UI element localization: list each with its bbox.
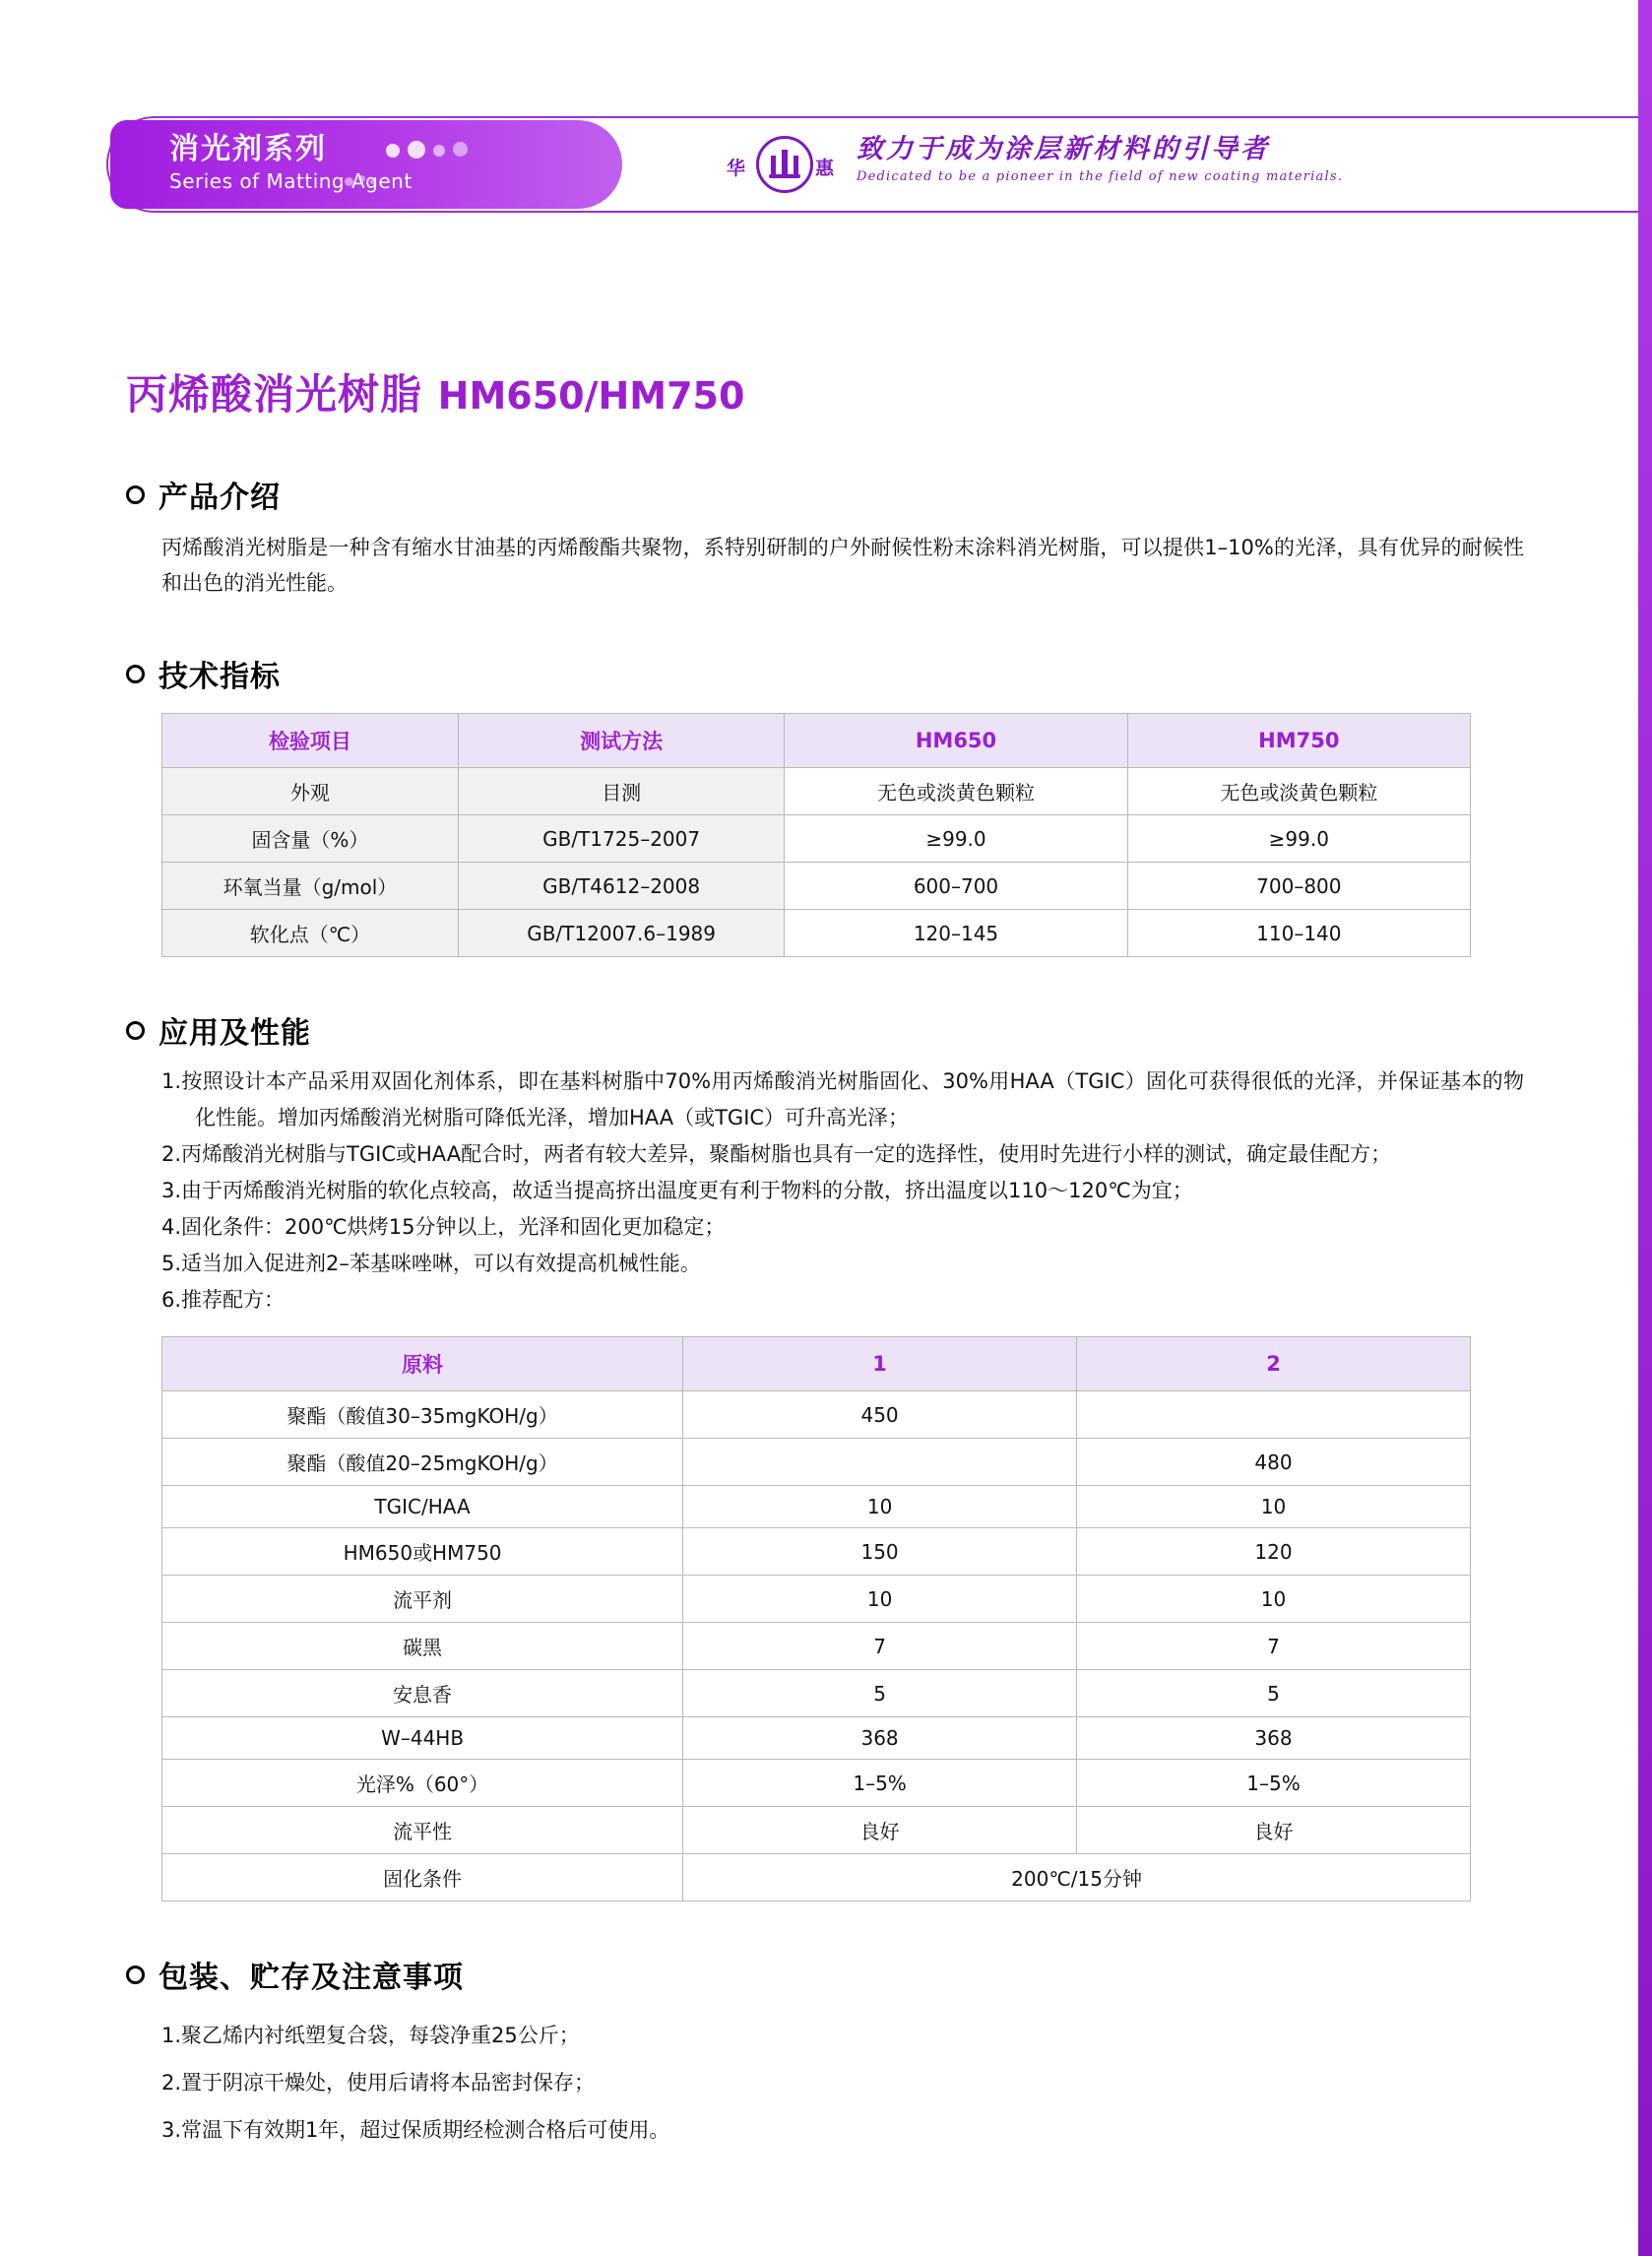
cell: 10: [683, 1576, 1077, 1623]
table-row: [162, 815, 1471, 863]
ring-bullet-icon: [126, 485, 145, 504]
cell: 10: [1077, 1486, 1471, 1528]
product-model: HM650/HM750: [437, 374, 745, 418]
cell: 600–700: [785, 863, 1127, 910]
cell: 良好: [683, 1807, 1077, 1854]
cell: 450: [683, 1391, 1077, 1439]
section-intro: [126, 473, 1524, 601]
cell: [1077, 1391, 1471, 1439]
section-application-heading: [126, 1008, 1524, 1052]
cell: 环氧当量（g/mol）: [162, 863, 459, 910]
cell: 10: [1077, 1576, 1471, 1623]
cell: ≥99.0: [785, 815, 1127, 863]
list-item: 4.固化条件：200℃烘烤15分钟以上，光泽和固化更加稳定；: [161, 1215, 726, 1239]
section-spec: [126, 652, 1524, 957]
section-packaging: [126, 1953, 1524, 2154]
table-row: [162, 1576, 1471, 1623]
product-name: 丙烯酸消光树脂: [126, 370, 423, 419]
cell-merged: 200℃/15分钟: [683, 1854, 1471, 1901]
cell: 480: [1077, 1439, 1471, 1486]
application-list: [161, 1064, 1524, 1319]
table-row: [162, 910, 1471, 957]
table-row: [162, 863, 1471, 910]
cell: HM650或HM750: [162, 1528, 683, 1576]
spec-table: [161, 713, 1471, 957]
company-logo: [719, 132, 837, 197]
table-row: [162, 1623, 1471, 1670]
cell: 聚酯（酸值30–35mgKOH/g）: [162, 1391, 683, 1439]
table-row: [162, 1439, 1471, 1486]
cell: 目测: [458, 768, 784, 815]
cell: 安息香: [162, 1670, 683, 1717]
list-item: 1.聚乙烯内衬纸塑复合袋，每袋净重25公斤；: [161, 2024, 580, 2047]
spec-col-hm750: HM750: [1127, 714, 1470, 768]
table-header-row: [162, 714, 1471, 768]
cell: 流平剂: [162, 1576, 683, 1623]
list-item: 2.置于阴凉干燥处，使用后请将本品密封保存；: [161, 2071, 596, 2095]
table-row: [162, 1391, 1471, 1439]
logo-mountain-icon: [768, 148, 801, 181]
cell: 1–5%: [1077, 1760, 1471, 1807]
section-packaging-heading: [126, 1953, 1524, 1996]
cell: 良好: [1077, 1807, 1471, 1854]
section-spec-heading-text: 技术指标: [159, 660, 281, 694]
table-row: [162, 1670, 1471, 1717]
cell: 光泽%（60°）: [162, 1760, 683, 1807]
cell: 368: [683, 1717, 1077, 1760]
cell: 110–140: [1127, 910, 1470, 957]
cell: 流平性: [162, 1807, 683, 1854]
table-row: [162, 1717, 1471, 1760]
cell: 368: [1077, 1717, 1471, 1760]
cell: 150: [683, 1528, 1077, 1576]
table-row: [162, 1760, 1471, 1807]
cell: 软化点（℃）: [162, 910, 459, 957]
section-intro-text: 丙烯酸消光树脂是一种含有缩水甘油基的丙烯酸酯共聚物，系特别研制的户外耐候性粉末涂料消光树脂，可以提供1–10%的光泽，具有优异的耐候性和出色的消光性能。: [161, 536, 1524, 595]
spec-col-item: 检验项目: [162, 714, 459, 768]
cell: 1–5%: [683, 1760, 1077, 1807]
cell: 7: [1077, 1623, 1471, 1670]
list-item: 6.推荐配方：: [161, 1288, 286, 1312]
list-item: 2.丙烯酸消光树脂与TGIC或HAA配合时，两者有较大差异，聚酯树脂也具有一定的选择性，使用时先进行小样的测试，确定最佳配方；: [161, 1142, 1392, 1166]
cell: 120: [1077, 1528, 1471, 1576]
cell: [683, 1439, 1077, 1486]
cell: 5: [683, 1670, 1077, 1717]
cell: 无色或淡黄色颗粒: [785, 768, 1127, 815]
list-item: 3.常温下有效期1年，超过保质期经检测合格后可使用。: [161, 2118, 670, 2142]
series-title-en: Series of Matting Agent: [169, 169, 413, 193]
cell: 700–800: [1127, 863, 1470, 910]
series-badge: [110, 120, 622, 209]
ring-bullet-icon: [126, 1021, 145, 1040]
page-title: [126, 362, 1652, 421]
section-packaging-heading-text: 包装、贮存及注意事项: [159, 1961, 464, 1995]
cell: 固化条件: [162, 1854, 683, 1901]
section-intro-heading: [126, 473, 1524, 516]
formula-table: [161, 1336, 1471, 1901]
cell: ≥99.0: [1127, 815, 1470, 863]
section-intro-heading-text: 产品介绍: [159, 481, 281, 515]
table-row: [162, 1528, 1471, 1576]
spec-col-method: 测试方法: [458, 714, 784, 768]
logo-char-right: 惠: [815, 158, 835, 179]
cell: GB/T1725–2007: [458, 815, 784, 863]
formula-col-1: 1: [683, 1337, 1077, 1391]
formula-col-2: 2: [1077, 1337, 1471, 1391]
section-application-heading-text: 应用及性能: [159, 1016, 311, 1051]
cell: 无色或淡黄色颗粒: [1127, 768, 1470, 815]
cell: 聚酯（酸值20–25mgKOH/g）: [162, 1439, 683, 1486]
section-application: [126, 1008, 1524, 1901]
formula-col-material: 原料: [162, 1337, 683, 1391]
table-row-cure: [162, 1854, 1471, 1901]
cell: 120–145: [785, 910, 1127, 957]
cell: 碳黑: [162, 1623, 683, 1670]
table-row: [162, 768, 1471, 815]
slogan-en: Dedicated to be a pioneer in the field of new coating materials.: [857, 169, 1344, 184]
logo-char-left: 华: [727, 158, 746, 179]
table-header-row: [162, 1337, 1471, 1391]
company-slogan: [857, 132, 1343, 187]
cell: W–44HB: [162, 1717, 683, 1760]
cell: GB/T12007.6–1989: [458, 910, 784, 957]
spec-col-hm650: HM650: [785, 714, 1127, 768]
list-item: 1.按照设计本产品采用双固化剂体系，即在基料树脂中70%用丙烯酸消光树脂固化、30%用HAA（TGIC）固化可获得很低的光泽，并保证基本的物化性能。增加丙烯酸消光树脂可降低光泽，增加HAA（或TGIC）可升高光泽；: [161, 1069, 1524, 1129]
page-content: [0, 215, 1652, 2154]
cell: 10: [683, 1486, 1077, 1528]
cell: 固含量（%）: [162, 815, 459, 863]
list-item: 3.由于丙烯酸消光树脂的软化点较高，故适当提高挤出温度更有利于物料的分散，挤出温度以110～120℃为宜；: [161, 1179, 1193, 1202]
section-spec-heading: [126, 652, 1524, 695]
slogan-cn: 致力于成为涂层新材料的引导者: [857, 134, 1270, 164]
ring-bullet-icon: [126, 1966, 145, 1984]
cell: TGIC/HAA: [162, 1486, 683, 1528]
page-header: [0, 116, 1652, 215]
ring-bullet-icon: [126, 665, 145, 683]
packaging-list: [161, 2012, 1524, 2154]
table-row: [162, 1486, 1471, 1528]
series-title-cn: 消光剂系列: [169, 132, 327, 166]
list-item: 5.适当加入促进剂2–苯基咪唑啉，可以有效提高机械性能。: [161, 1252, 701, 1275]
cell: GB/T4612–2008: [458, 863, 784, 910]
series-badge-text: [169, 132, 413, 195]
cell: 7: [683, 1623, 1077, 1670]
cell: 外观: [162, 768, 459, 815]
table-row: [162, 1807, 1471, 1854]
cell: 5: [1077, 1670, 1471, 1717]
